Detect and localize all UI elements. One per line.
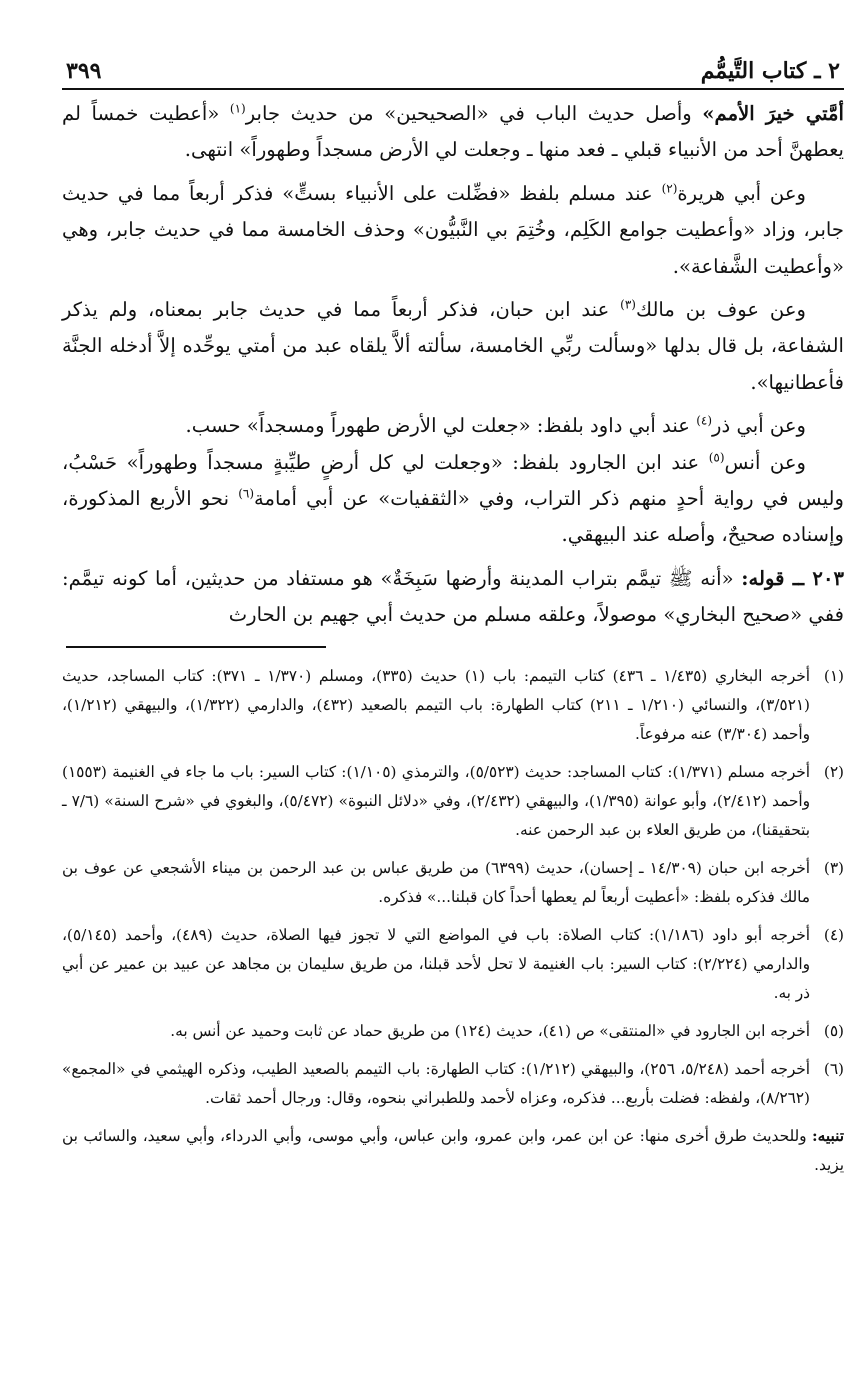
paragraph-2-text-a: وعن أبي هريرة [677,181,806,205]
running-title: ٢ ـ كتاب التَّيمُّم [700,58,840,84]
paragraph-6-bold: ٢٠٣ ــ قوله: [741,566,844,590]
paragraph-4 [62,408,844,444]
footnote-text: أخرجه البخاري (١/٤٣٥ ـ ٤٣٦) كتاب التيمم: باب (١) حديث (٣٣٥)، ومسلم (١/٣٧٠ ـ ٣٧١): كتاب المساجد، حديث (٣/٥٢١)، والنسائي (١/٢١٠ ـ ٢١١) كتاب الطهارة: باب التيمم بالصعيد (٤٣٢)، والدارمي (١/٣٢٢)، والبيهقي (١/٢١٢)، وأحمد (٣/٣٠٤) عنه مرفوعاً. [62,666,811,743]
paragraph-3 [62,292,844,401]
book-page [62,48,844,1180]
footnote-number: (٦) [823,1059,844,1078]
note [62,1122,844,1180]
paragraph-1 [62,96,844,169]
footnote [62,1017,844,1046]
paragraph-6 [62,561,844,634]
page-header [62,48,844,90]
paragraph-5-text-c: نحو الأربع المذكورة، وإسناده صحيحٌ، وأصله عند البيهقي. [62,487,844,547]
paragraph-2-text-b: عند مسلم بلفظ «فضِّلت على الأنبياء بستٍّ» فذكر أربعاً مما في حديث جابر، وزاد «وأعطيت جوامع الكَلِم، وخُتِمَ بي النَّبيُّون» وحذف الخامسة مما في حديث جابر، وهي «وأعطيت الشَّفاعة». [62,181,844,278]
footnote-number: (٢) [823,762,844,781]
footnote-number: (٣) [823,858,844,877]
footnotes [62,662,844,1180]
paragraph-2 [62,176,844,285]
footnote [62,921,844,1008]
footnote-text: أخرجه أبو داود (١/١٨٦): كتاب الصلاة: باب في المواضع التي لا تجوز فيها الصلاة، حديث (٤٨٩)، وأحمد (٥/١٤٥)، والدارمي (٢/٢٢٤): كتاب السير: باب الغنيمة لا تحل لأحد قبلنا، من طريق سليمان بن مجاهد عن عبيد بن عمير عن أبي ذر به. [62,925,810,1002]
footnote-ref-5: (٥) [708,450,725,465]
footnote-number: (٤) [823,925,844,944]
paragraph-5-text-b: عند ابن الجارود بلفظ: «وجعلت لي كل أرضٍ طيِّبةٍ مسجداً وطهوراً» حَسْبُ، وليس في رواية أحدٍ منهم ذكر التراب، وفي «الثقفيات» عن أبي أمامة [62,450,844,511]
paragraph-4-text-a: وعن أبي ذر [712,414,806,438]
footnote [62,662,844,749]
footnote-text: أخرجه أحمد (٥/٢٤٨، ٢٥٦)، والبيهقي (١/٢١٢): كتاب الطهارة: باب التيمم بالصعيد الطيب، وذكره الهيثمي في «المجمع» (٨/٢٦٢)، ولفظه: فضلت بأربع... فذكره، وعزاه لأحمد وللطبراني بنحوه، وقال: ورجال أحمد ثقات. [62,1059,810,1107]
footnote-ref-1: (١) [229,101,246,116]
footnote-ref-3: (٣) [620,297,636,312]
paragraph-1-bold: أمَّتي خيرَ الأمم» [702,102,844,125]
footnote-text: أخرجه مسلم (١/٣٧١): كتاب المساجد: حديث (٥/٥٢٣)، والترمذي (١/١٠٥): كتاب السير: باب ما جاء في الغنيمة (١٥٥٣) وأحمد (٢/٤١٢)، وأبو عوانة (١/٣٩٥)، والبيهقي (٢/٤٣٢)، وفي «دلائل النبوة» (٥/٤٧٢)، والبغوي في «شرح السنة» (٧/٦ ـ بتحقيقنا)، من طريق العلاء بن عبد الرحمن عنه. [62,762,811,839]
paragraph-3-text-a: وعن عوف بن مالك [635,298,807,322]
footnote [62,854,844,912]
main-text [62,96,844,634]
paragraph-5-text-a: وعن أنس [724,450,806,474]
footnote-text: أخرجه ابن الجارود في «المنتقى» ص (٤١)، حديث (١٢٤) من طريق حماد عن ثابت وحميد عن أنس به. [170,1021,810,1040]
footnote [62,758,844,845]
paragraph-3-text-b: عند ابن حبان، فذكر أربعاً مما في حديث جابر بمعناه، ولم يذكر الشفاعة، بل قال بدلها «وسألت ربِّي الخامسة، سألته ألاَّ يلقاه عبد من أمتي يوحِّده إلاَّ أدخله الجنَّة فأعطانيها». [62,298,844,394]
paragraph-1-text-a: وأصل حديث الباب في «الصحيحين» من حديث جابر [245,102,703,125]
paragraph-1-text-b: «أعطيت خمساً لم يعطهنَّ أحد من الأنبياء قبلي ـ فعد منها ـ وجعلت لي الأرض مسجداً وطهوراً» انتهى. [62,102,844,162]
footnote-divider [66,646,326,648]
footnote-ref-2: (٢) [661,181,678,196]
footnote [62,1055,844,1113]
note-label: تنبيه: [812,1126,844,1145]
footnote-ref-4: (٤) [696,413,713,428]
footnote-number: (٥) [823,1021,844,1040]
paragraph-5 [62,445,844,554]
note-text: وللحديث طرق أخرى منها: عن ابن عمر، وابن عمرو، وابن عباس، وأبي موسى، وأبي الدرداء، وأبي سعيد، والسائب بن يزيد. [62,1126,844,1174]
footnote-number: (١) [823,666,844,685]
footnote-ref-6: (٦) [238,486,255,501]
paragraph-6-text-a: «أنه ﷺ تيمَّم بتراب المدينة وأرضها سَبِخَةٌ» هو مستفاد من حديثين، أما كونه تيمَّم: ففي «صحيح البخاري» موصولاً، وعلقه مسلم من حديث أبي جهيم بن الحارث [62,566,844,627]
footnote-text: أخرجه ابن حبان (١٤/٣٠٩ ـ إحسان)، حديث (٦٣٩٩) من طريق عباس بن عبد الرحمن بن ميناء الأشجعي عن عوف بن مالك فذكره بلفظ: «أعطيت أربعاً لم يعطها أحداً كان قبلنا...» فذكره. [62,858,810,906]
page-number: ٣٩٩ [66,58,102,84]
paragraph-4-text-b: عند أبي داود بلفظ: «جعلت لي الأرض طهوراً ومسجداً» حسب. [185,414,697,438]
